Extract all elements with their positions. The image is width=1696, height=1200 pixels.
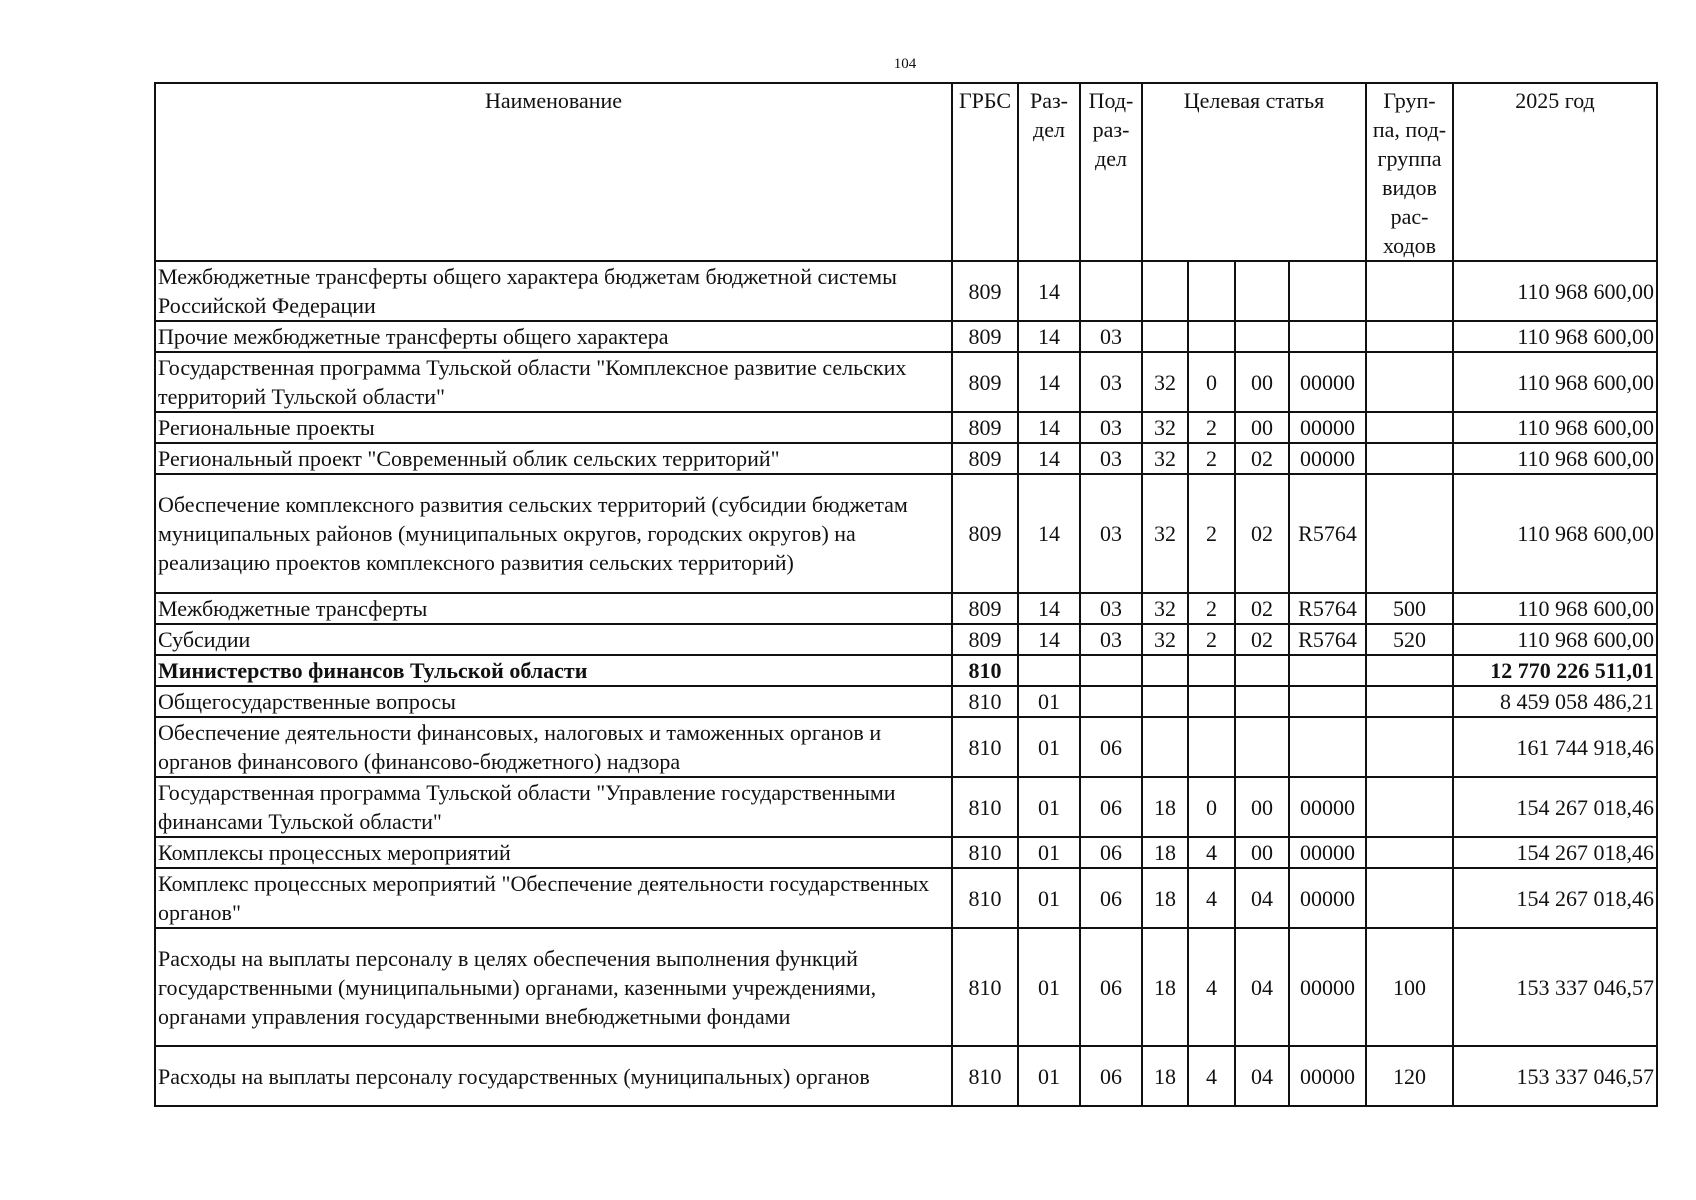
row-target-subprogram: 02 — [1235, 443, 1289, 474]
row-grbs: 810 — [952, 655, 1018, 686]
row-amount: 110 968 600,00 — [1453, 593, 1657, 624]
row-target-program: 32 — [1142, 443, 1188, 474]
row-grbs: 810 — [952, 717, 1018, 777]
row-expense-group: 120 — [1366, 1046, 1453, 1106]
row-podrazdel: 06 — [1080, 837, 1142, 868]
row-amount: 154 267 018,46 — [1453, 777, 1657, 837]
row-expense-group — [1366, 474, 1453, 593]
row-razdel: 14 — [1018, 624, 1080, 655]
row-name: Межбюджетные трансферты общего характера бюджетам бюджетной системы Российской Федерации — [155, 261, 952, 321]
row-name: Обеспечение деятельности финансовых, налоговых и таможенных органов и органов финансового (финансово-бюджетного) надзора — [155, 717, 952, 777]
row-target-program — [1142, 717, 1188, 777]
row-target-type: 2 — [1188, 412, 1235, 443]
row-target-type — [1188, 655, 1235, 686]
row-podrazdel: 03 — [1080, 474, 1142, 593]
row-name: Расходы на выплаты персоналу в целях обеспечения выполнения функций государственными (муниципальными) органами, казенными учреждениями, органами управления государственными внебюджетными фондами — [155, 928, 952, 1046]
row-target-program: 32 — [1142, 593, 1188, 624]
table-row — [155, 655, 1657, 686]
row-name: Государственная программа Тульской области "Управление государственными финансами Тульской области" — [155, 777, 952, 837]
row-target-type: 4 — [1188, 837, 1235, 868]
row-podrazdel: 06 — [1080, 777, 1142, 837]
row-target-program: 18 — [1142, 837, 1188, 868]
row-name: Расходы на выплаты персоналу государственных (муниципальных) органов — [155, 1046, 952, 1106]
row-amount: 161 744 918,46 — [1453, 717, 1657, 777]
row-name: Комплекс процессных мероприятий "Обеспечение деятельности государственных органов" — [155, 868, 952, 928]
table-row — [155, 352, 1657, 412]
header-razdel: Раз- дел — [1018, 83, 1080, 261]
row-name: Региональные проекты — [155, 412, 952, 443]
row-target-subprogram — [1235, 686, 1289, 717]
row-target-direction: 00000 — [1289, 412, 1366, 443]
row-target-direction: R5764 — [1289, 593, 1366, 624]
row-expense-group — [1366, 686, 1453, 717]
row-target-direction: R5764 — [1289, 624, 1366, 655]
row-target-subprogram: 00 — [1235, 777, 1289, 837]
row-target-program: 18 — [1142, 868, 1188, 928]
row-target-subprogram: 00 — [1235, 412, 1289, 443]
row-amount: 12 770 226 511,01 — [1453, 655, 1657, 686]
row-podrazdel: 03 — [1080, 412, 1142, 443]
row-podrazdel: 03 — [1080, 624, 1142, 655]
row-target-type: 2 — [1188, 443, 1235, 474]
row-name: Министерство финансов Тульской области — [155, 655, 952, 686]
row-grbs: 809 — [952, 474, 1018, 593]
row-razdel: 01 — [1018, 868, 1080, 928]
row-name: Межбюджетные трансферты — [155, 593, 952, 624]
row-name: Прочие межбюджетные трансферты общего характера — [155, 321, 952, 352]
row-grbs: 809 — [952, 443, 1018, 474]
row-target-type: 2 — [1188, 474, 1235, 593]
row-target-direction — [1289, 321, 1366, 352]
row-name: Субсидии — [155, 624, 952, 655]
table-row — [155, 928, 1657, 1046]
row-amount: 8 459 058 486,21 — [1453, 686, 1657, 717]
row-amount: 154 267 018,46 — [1453, 837, 1657, 868]
row-grbs: 810 — [952, 777, 1018, 837]
row-razdel: 14 — [1018, 321, 1080, 352]
row-target-type: 0 — [1188, 777, 1235, 837]
row-grbs: 809 — [952, 593, 1018, 624]
row-target-program: 18 — [1142, 777, 1188, 837]
row-grbs: 810 — [952, 686, 1018, 717]
row-grbs: 810 — [952, 868, 1018, 928]
row-podrazdel — [1080, 686, 1142, 717]
row-razdel: 01 — [1018, 1046, 1080, 1106]
row-target-type: 4 — [1188, 928, 1235, 1046]
row-razdel: 14 — [1018, 352, 1080, 412]
row-target-type: 2 — [1188, 624, 1235, 655]
row-podrazdel: 06 — [1080, 1046, 1142, 1106]
row-target-direction: R5764 — [1289, 474, 1366, 593]
table-row — [155, 593, 1657, 624]
table-row — [155, 686, 1657, 717]
row-target-program: 18 — [1142, 928, 1188, 1046]
row-amount: 154 267 018,46 — [1453, 868, 1657, 928]
row-amount: 153 337 046,57 — [1453, 928, 1657, 1046]
row-razdel: 01 — [1018, 928, 1080, 1046]
row-expense-group — [1366, 655, 1453, 686]
row-target-program — [1142, 655, 1188, 686]
header-target: Целевая статья — [1142, 83, 1366, 261]
row-grbs: 810 — [952, 928, 1018, 1046]
row-razdel — [1018, 655, 1080, 686]
row-target-direction — [1289, 686, 1366, 717]
table-header-row — [155, 83, 1657, 261]
row-target-program: 32 — [1142, 412, 1188, 443]
row-grbs: 809 — [952, 321, 1018, 352]
row-amount: 110 968 600,00 — [1453, 443, 1657, 474]
row-target-subprogram: 04 — [1235, 868, 1289, 928]
row-target-subprogram — [1235, 655, 1289, 686]
row-target-program: 18 — [1142, 1046, 1188, 1106]
row-amount: 110 968 600,00 — [1453, 261, 1657, 321]
row-target-direction: 00000 — [1289, 837, 1366, 868]
row-target-type — [1188, 717, 1235, 777]
row-target-subprogram: 00 — [1235, 352, 1289, 412]
row-expense-group: 520 — [1366, 624, 1453, 655]
table-row — [155, 1046, 1657, 1106]
row-target-subprogram: 02 — [1235, 474, 1289, 593]
row-grbs: 810 — [952, 837, 1018, 868]
header-podrazdel: Под- раз- дел — [1080, 83, 1142, 261]
table-row — [155, 443, 1657, 474]
row-podrazdel: 06 — [1080, 868, 1142, 928]
page-number: 104 — [893, 56, 917, 72]
row-podrazdel — [1080, 655, 1142, 686]
table-row — [155, 777, 1657, 837]
row-amount: 110 968 600,00 — [1453, 321, 1657, 352]
row-target-subprogram: 02 — [1235, 624, 1289, 655]
table-row — [155, 412, 1657, 443]
row-target-program — [1142, 261, 1188, 321]
row-target-direction: 00000 — [1289, 777, 1366, 837]
row-razdel: 01 — [1018, 717, 1080, 777]
row-razdel: 14 — [1018, 474, 1080, 593]
row-amount: 110 968 600,00 — [1453, 474, 1657, 593]
row-target-program: 32 — [1142, 624, 1188, 655]
table-row — [155, 261, 1657, 321]
row-razdel: 14 — [1018, 443, 1080, 474]
row-podrazdel: 03 — [1080, 352, 1142, 412]
row-name: Комплексы процессных мероприятий — [155, 837, 952, 868]
table-row — [155, 624, 1657, 655]
header-year: 2025 год — [1453, 83, 1657, 261]
row-razdel: 14 — [1018, 593, 1080, 624]
row-name: Общегосударственные вопросы — [155, 686, 952, 717]
row-podrazdel: 03 — [1080, 443, 1142, 474]
row-target-program — [1142, 686, 1188, 717]
row-grbs: 809 — [952, 624, 1018, 655]
row-grbs: 810 — [952, 1046, 1018, 1106]
row-razdel: 01 — [1018, 686, 1080, 717]
row-amount: 153 337 046,57 — [1453, 1046, 1657, 1106]
row-razdel: 14 — [1018, 261, 1080, 321]
row-grbs: 809 — [952, 412, 1018, 443]
row-expense-group — [1366, 868, 1453, 928]
row-target-type: 2 — [1188, 593, 1235, 624]
row-expense-group: 500 — [1366, 593, 1453, 624]
row-expense-group — [1366, 837, 1453, 868]
row-target-type — [1188, 261, 1235, 321]
row-target-type — [1188, 321, 1235, 352]
row-target-type: 4 — [1188, 1046, 1235, 1106]
row-expense-group — [1366, 321, 1453, 352]
table-row — [155, 474, 1657, 593]
row-target-direction: 00000 — [1289, 928, 1366, 1046]
row-expense-group — [1366, 443, 1453, 474]
row-name: Государственная программа Тульской области "Комплексное развитие сельских территорий Тульской области" — [155, 352, 952, 412]
row-target-type — [1188, 686, 1235, 717]
row-grbs: 809 — [952, 352, 1018, 412]
row-amount: 110 968 600,00 — [1453, 624, 1657, 655]
row-target-direction: 00000 — [1289, 1046, 1366, 1106]
row-name: Региональный проект "Современный облик сельских территорий" — [155, 443, 952, 474]
row-target-direction — [1289, 261, 1366, 321]
row-podrazdel: 03 — [1080, 321, 1142, 352]
row-target-subprogram: 02 — [1235, 593, 1289, 624]
row-grbs: 809 — [952, 261, 1018, 321]
row-target-direction: 00000 — [1289, 868, 1366, 928]
row-razdel: 14 — [1018, 412, 1080, 443]
row-podrazdel: 03 — [1080, 593, 1142, 624]
row-expense-group: 100 — [1366, 928, 1453, 1046]
row-amount: 110 968 600,00 — [1453, 412, 1657, 443]
row-target-direction — [1289, 717, 1366, 777]
row-expense-group — [1366, 717, 1453, 777]
budget-table — [154, 82, 1658, 1107]
row-razdel: 01 — [1018, 777, 1080, 837]
row-podrazdel — [1080, 261, 1142, 321]
row-target-program: 32 — [1142, 474, 1188, 593]
table-row — [155, 868, 1657, 928]
header-grbs: ГРБС — [952, 83, 1018, 261]
row-target-direction: 00000 — [1289, 352, 1366, 412]
row-target-program — [1142, 321, 1188, 352]
row-target-subprogram — [1235, 321, 1289, 352]
table-row — [155, 717, 1657, 777]
row-target-type: 0 — [1188, 352, 1235, 412]
row-target-program: 32 — [1142, 352, 1188, 412]
row-target-direction — [1289, 655, 1366, 686]
row-target-subprogram: 00 — [1235, 837, 1289, 868]
row-amount: 110 968 600,00 — [1453, 352, 1657, 412]
row-razdel: 01 — [1018, 837, 1080, 868]
header-name: Наименование — [155, 83, 952, 261]
table-row — [155, 837, 1657, 868]
row-expense-group — [1366, 777, 1453, 837]
row-target-subprogram — [1235, 261, 1289, 321]
row-target-subprogram — [1235, 717, 1289, 777]
row-expense-group — [1366, 261, 1453, 321]
row-name: Обеспечение комплексного развития сельских территорий (субсидии бюджетам муниципальных районов (муниципальных округов, городских округов) на реализацию проектов комплексного развития сельских территорий) — [155, 474, 952, 593]
row-target-type: 4 — [1188, 868, 1235, 928]
row-target-subprogram: 04 — [1235, 1046, 1289, 1106]
header-group: Груп- па, под- группа видов рас- ходов — [1366, 83, 1453, 261]
row-target-direction: 00000 — [1289, 443, 1366, 474]
row-podrazdel: 06 — [1080, 717, 1142, 777]
row-expense-group — [1366, 352, 1453, 412]
row-expense-group — [1366, 412, 1453, 443]
row-target-subprogram: 04 — [1235, 928, 1289, 1046]
table-row — [155, 321, 1657, 352]
row-podrazdel: 06 — [1080, 928, 1142, 1046]
